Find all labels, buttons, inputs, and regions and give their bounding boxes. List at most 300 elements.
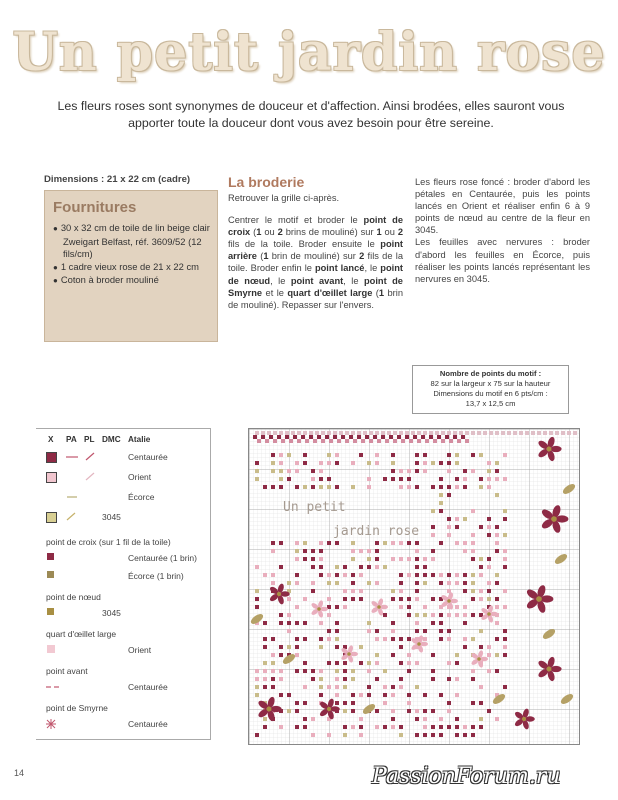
stitch-square [399, 605, 403, 609]
border-stitch [399, 431, 403, 435]
stitch-square [423, 581, 427, 585]
stitch-square [423, 717, 427, 721]
stitch-square [447, 525, 451, 529]
stitch-square [303, 725, 307, 729]
stitch-square [383, 637, 387, 641]
border-stitch [297, 431, 301, 435]
stitch-square [415, 565, 419, 569]
border-stitch [423, 431, 427, 435]
stitch-square [399, 637, 403, 641]
points-info-heading: Nombre de points du motif : [439, 369, 542, 378]
stitch-square [351, 677, 355, 681]
border-stitch [549, 431, 553, 435]
stitch-square [487, 565, 491, 569]
stitch-square [447, 661, 451, 665]
stitch-square [415, 733, 419, 737]
stitch-square [423, 629, 427, 633]
legend-section-item [36, 605, 210, 621]
legend-atalie-label: Centaurée [128, 452, 168, 462]
border-stitch [445, 435, 449, 439]
border-stitch [401, 439, 405, 443]
stitch-square [479, 597, 483, 601]
stitch-square [407, 485, 411, 489]
backstitch-line-icon [65, 452, 79, 461]
stitch-square [439, 573, 443, 577]
stitch-square [503, 589, 507, 593]
stitch-square [407, 597, 411, 601]
stitch-square [327, 477, 331, 481]
stitch-square [399, 541, 403, 545]
stitch-square [311, 477, 315, 481]
border-stitch [573, 431, 577, 435]
stitch-square [271, 661, 275, 665]
stitch-square [487, 469, 491, 473]
stitch-square [463, 725, 467, 729]
stitch-square [455, 525, 459, 529]
stitch-square [455, 517, 459, 521]
stitch-square [311, 677, 315, 681]
stitch-square [327, 613, 331, 617]
stitch-square [423, 453, 427, 457]
stitch-square [439, 581, 443, 585]
stitch-square [447, 589, 451, 593]
stitch-square [423, 565, 427, 569]
stitch-square [343, 725, 347, 729]
stitch-square [287, 693, 291, 697]
stitch-square [415, 685, 419, 689]
stitch-square [271, 469, 275, 473]
stitch-square [287, 629, 291, 633]
stitch-square [487, 645, 491, 649]
dimensions-label: Dimensions : 21 x 22 cm (cadre) [44, 174, 191, 185]
border-stitch [313, 439, 317, 443]
stitch-square [359, 661, 363, 665]
stitch-square [447, 701, 451, 705]
stitch-square [287, 597, 291, 601]
stitch-square [471, 589, 475, 593]
stitch-square [407, 477, 411, 481]
border-stitch [281, 439, 285, 443]
stitch-square [335, 677, 339, 681]
border-stitch [253, 435, 257, 439]
stitch-square [263, 725, 267, 729]
stitch-square [423, 693, 427, 697]
stitch-square [335, 669, 339, 673]
border-stitch [291, 431, 295, 435]
stitch-square [279, 725, 283, 729]
stitch-square [327, 541, 331, 545]
border-stitch [495, 431, 499, 435]
flower-petal [525, 716, 535, 721]
stitch-square [295, 549, 299, 553]
flower-petal [280, 591, 290, 596]
stitch-square [295, 637, 299, 641]
stitch-square [279, 461, 283, 465]
stitch-square [295, 701, 299, 705]
stitch-square [319, 621, 323, 625]
stitch-square [471, 541, 475, 545]
border-stitch [519, 431, 523, 435]
watermark: PassionForum.ru [372, 764, 561, 789]
stitch-square [343, 733, 347, 737]
border-stitch [337, 439, 341, 443]
stitch-square [351, 541, 355, 545]
stitch-square [287, 453, 291, 457]
stitch-square [479, 725, 483, 729]
stitch-square [279, 645, 283, 649]
straight-stitch-icon [65, 492, 79, 501]
stitch-square [295, 541, 299, 545]
legend-section-title: point avant [46, 666, 88, 676]
stitch-square [271, 581, 275, 585]
stitch-square [383, 565, 387, 569]
stitch-square [303, 701, 307, 705]
stitch-square [327, 485, 331, 489]
stitch-square [343, 701, 347, 705]
stitch-square [471, 725, 475, 729]
legend-section-item [36, 679, 210, 695]
stitch-square [415, 573, 419, 577]
border-stitch [345, 439, 349, 443]
stitch-square [447, 533, 451, 537]
stitch-square [479, 525, 483, 529]
stitch-square [367, 581, 371, 585]
border-stitch [421, 435, 425, 439]
stitch-square [351, 485, 355, 489]
stitch-square [487, 709, 491, 713]
stitch-square [303, 661, 307, 665]
stitch-square [295, 581, 299, 585]
stitch-square [359, 589, 363, 593]
stitch-square [279, 693, 283, 697]
stitch-square [407, 701, 411, 705]
legend-section-item [36, 568, 210, 584]
stitch-square [503, 557, 507, 561]
stitch-square [399, 645, 403, 649]
stitch-square [407, 637, 411, 641]
legend-section-item [36, 550, 210, 566]
stitch-square [495, 605, 499, 609]
stitch-square [375, 461, 379, 465]
stitch-square [287, 477, 291, 481]
stitch-square [479, 717, 483, 721]
stitch-square [391, 725, 395, 729]
stitch-square [279, 541, 283, 545]
stitch-square [407, 541, 411, 545]
stitch-square [495, 573, 499, 577]
stitch-square [399, 733, 403, 737]
border-stitch [357, 435, 361, 439]
stitch-square [319, 557, 323, 561]
border-stitch [293, 435, 297, 439]
stitch-square [375, 565, 379, 569]
stitch-square [503, 453, 507, 457]
border-stitch [365, 435, 369, 439]
legend-row-ecorce [36, 489, 210, 505]
stitch-square [479, 685, 483, 689]
points-info-line: 13,7 x 12,5 cm [465, 399, 516, 408]
border-stitch [441, 439, 445, 443]
stitch-square [255, 677, 259, 681]
stitch-square [471, 549, 475, 553]
broderie-intro: Retrouver la grille ci-après. [228, 193, 340, 203]
stitch-square [375, 453, 379, 457]
border-stitch [411, 431, 415, 435]
stitch-square [319, 693, 323, 697]
stitch-square [487, 485, 491, 489]
stitch-square [335, 541, 339, 545]
stitch-square [447, 581, 451, 585]
stitch-square [455, 661, 459, 665]
stitch-square [431, 653, 435, 657]
stitch-square [367, 485, 371, 489]
stitch-square [367, 661, 371, 665]
stitch-square [343, 685, 347, 689]
stitch-square [311, 589, 315, 593]
stitch-square [319, 485, 323, 489]
stitch-square [391, 557, 395, 561]
flower-center [487, 612, 491, 616]
stitch-square [447, 453, 451, 457]
stitch-square [279, 477, 283, 481]
border-stitch [279, 431, 283, 435]
stitch-square [287, 613, 291, 617]
cross-stitch-chart [248, 428, 580, 745]
border-stitch [433, 439, 437, 443]
stitch-square [495, 669, 499, 673]
stitch-square [447, 461, 451, 465]
border-stitch [339, 431, 343, 435]
broderie-col-right [415, 176, 590, 285]
border-stitch [349, 435, 353, 439]
stitch-square [471, 677, 475, 681]
stitch-square [271, 549, 275, 553]
stitch-square [263, 645, 267, 649]
stitch-square [455, 653, 459, 657]
stitch-square [327, 453, 331, 457]
stitch-square [319, 637, 323, 641]
stitch-square [343, 709, 347, 713]
stitch-square [495, 549, 499, 553]
stitch-square [391, 597, 395, 601]
border-stitch [321, 439, 325, 443]
flower-center [547, 447, 552, 452]
legend-section-title: point de croix (sur 1 fil de la toile) [46, 537, 171, 547]
stitch-square [263, 485, 267, 489]
stitch-square [431, 557, 435, 561]
stitch-square [447, 493, 451, 497]
stitch-square [439, 541, 443, 545]
stitch-square [391, 717, 395, 721]
stitch-square [415, 709, 419, 713]
stitch-legend [36, 428, 211, 740]
border-stitch [265, 439, 269, 443]
border-stitch [429, 431, 433, 435]
stitch-square [463, 645, 467, 649]
stitch-square [351, 581, 355, 585]
legend-section-title: point de Smyrne [46, 703, 108, 713]
stitch-square [455, 485, 459, 489]
border-stitch [333, 431, 337, 435]
stitch-square [391, 477, 395, 481]
border-stitch [417, 431, 421, 435]
stitch-square [311, 717, 315, 721]
stitch-square [383, 669, 387, 673]
border-stitch [277, 435, 281, 439]
stitch-square [495, 653, 499, 657]
flower-center [522, 717, 526, 721]
stitch-square [415, 629, 419, 633]
stitch-square [351, 557, 355, 561]
stitch-square [367, 629, 371, 633]
stitch-square [439, 509, 443, 513]
stitch-square [455, 461, 459, 465]
stitch-square [415, 549, 419, 553]
stitch-square [431, 677, 435, 681]
stitch-square [423, 573, 427, 577]
stitch-square [479, 565, 483, 569]
stitch-square [351, 725, 355, 729]
stitch-square [479, 453, 483, 457]
stitch-square [447, 677, 451, 681]
stitch-square [295, 485, 299, 489]
stitch-square [431, 533, 435, 537]
stitch-square [439, 621, 443, 625]
stitch-square [343, 677, 347, 681]
legend-row-orient [36, 469, 210, 485]
stitch-square [359, 725, 363, 729]
stitch-square [327, 581, 331, 585]
flower-center [477, 657, 481, 661]
stitch-square [391, 589, 395, 593]
stitch-square [399, 477, 403, 481]
broderie-feuilles: Les feuilles avec nervures : broder d'abord les feuilles en Écorce, puis réaliser les points lancés représentant les nervures en 3045. [415, 237, 590, 284]
flower-center [551, 516, 557, 522]
stitch-square [279, 565, 283, 569]
stitch-square [415, 485, 419, 489]
stitch-square [399, 685, 403, 689]
legend-atalie-label: Écorce [128, 492, 155, 502]
stitch-square [375, 653, 379, 657]
border-stitch [483, 431, 487, 435]
stitch-square [335, 701, 339, 705]
stitch-square [439, 485, 443, 489]
stitch-square [455, 605, 459, 609]
stitch-square [263, 637, 267, 641]
stitch-square [311, 485, 315, 489]
stitch-square [463, 549, 467, 553]
border-stitch [555, 431, 559, 435]
stitch-square [287, 645, 291, 649]
stitch-square [335, 565, 339, 569]
legend-atalie-label: Orient [128, 472, 152, 482]
stitch-square [463, 573, 467, 577]
border-stitch [305, 439, 309, 443]
stitch-square [271, 573, 275, 577]
stitch-square [463, 605, 467, 609]
border-stitch [465, 431, 469, 435]
stitch-square [335, 685, 339, 689]
stitch-square [375, 661, 379, 665]
stitch-square [463, 637, 467, 641]
stitch-square [295, 709, 299, 713]
border-stitch [273, 431, 277, 435]
stitch-square [303, 597, 307, 601]
stitch-square [495, 469, 499, 473]
cross-stitch-swatch [47, 553, 54, 560]
stitch-square [319, 549, 323, 553]
stitch-square [351, 573, 355, 577]
stitch-square [391, 685, 395, 689]
border-stitch [329, 439, 333, 443]
border-stitch [387, 431, 391, 435]
stitch-square [495, 717, 499, 721]
stitch-square [487, 517, 491, 521]
stitch-square [375, 541, 379, 545]
border-stitch [409, 439, 413, 443]
stitch-square [367, 461, 371, 465]
border-stitch [297, 439, 301, 443]
stitch-square [463, 517, 467, 521]
stitch-square [359, 645, 363, 649]
border-stitch [321, 431, 325, 435]
stitch-square [479, 645, 483, 649]
stitch-square [295, 645, 299, 649]
border-stitch [441, 431, 445, 435]
stitch-square [495, 637, 499, 641]
stitch-square [447, 573, 451, 577]
flower-petal [541, 595, 554, 602]
border-stitch [457, 439, 461, 443]
border-stitch [429, 435, 433, 439]
stitch-square [255, 469, 259, 473]
stitch-square [359, 733, 363, 737]
stitch-square [351, 693, 355, 697]
stitch-square [431, 725, 435, 729]
stitch-square [487, 653, 491, 657]
stitch-square [383, 693, 387, 697]
flower-petal [320, 607, 328, 612]
stitch-square [343, 573, 347, 577]
fournitures-box [44, 190, 218, 342]
stitch-square [367, 685, 371, 689]
border-stitch [405, 431, 409, 435]
stitch-square [263, 661, 267, 665]
stitch-square [367, 621, 371, 625]
stitch-square [415, 581, 419, 585]
eyelet-swatch [47, 645, 55, 653]
stitch-square [359, 565, 363, 569]
border-stitch [361, 439, 365, 443]
stitch-square [295, 669, 299, 673]
broderie-heading: La broderie [228, 174, 305, 190]
cross-stitch-swatch [47, 571, 54, 578]
flower-petal [450, 599, 458, 604]
stitch-square [295, 461, 299, 465]
stitch-square [471, 533, 475, 537]
stitch-square [271, 637, 275, 641]
stitch-square [423, 461, 427, 465]
border-stitch [413, 435, 417, 439]
border-stitch [543, 431, 547, 435]
stitch-square [423, 605, 427, 609]
straight-stitch-icon [84, 452, 96, 461]
stitch-square [255, 733, 259, 737]
broderie-instructions: Centrer le motif et broder le point de croix (1 ou 2 brins de mouliné) sur 1 ou 2 fils de la toile. Broder ensuite le point arrière (1 brin de mouliné) sur 2 fils de la toile. Broder enfin le point lancé, le point de nœud, le point avant, le point de Smyrne et le quart d'œillet large (1 brin de mouliné). Repasser sur l'envers. [228, 215, 404, 310]
stitch-square [487, 597, 491, 601]
stitch-square [287, 709, 291, 713]
stitch-square [479, 557, 483, 561]
